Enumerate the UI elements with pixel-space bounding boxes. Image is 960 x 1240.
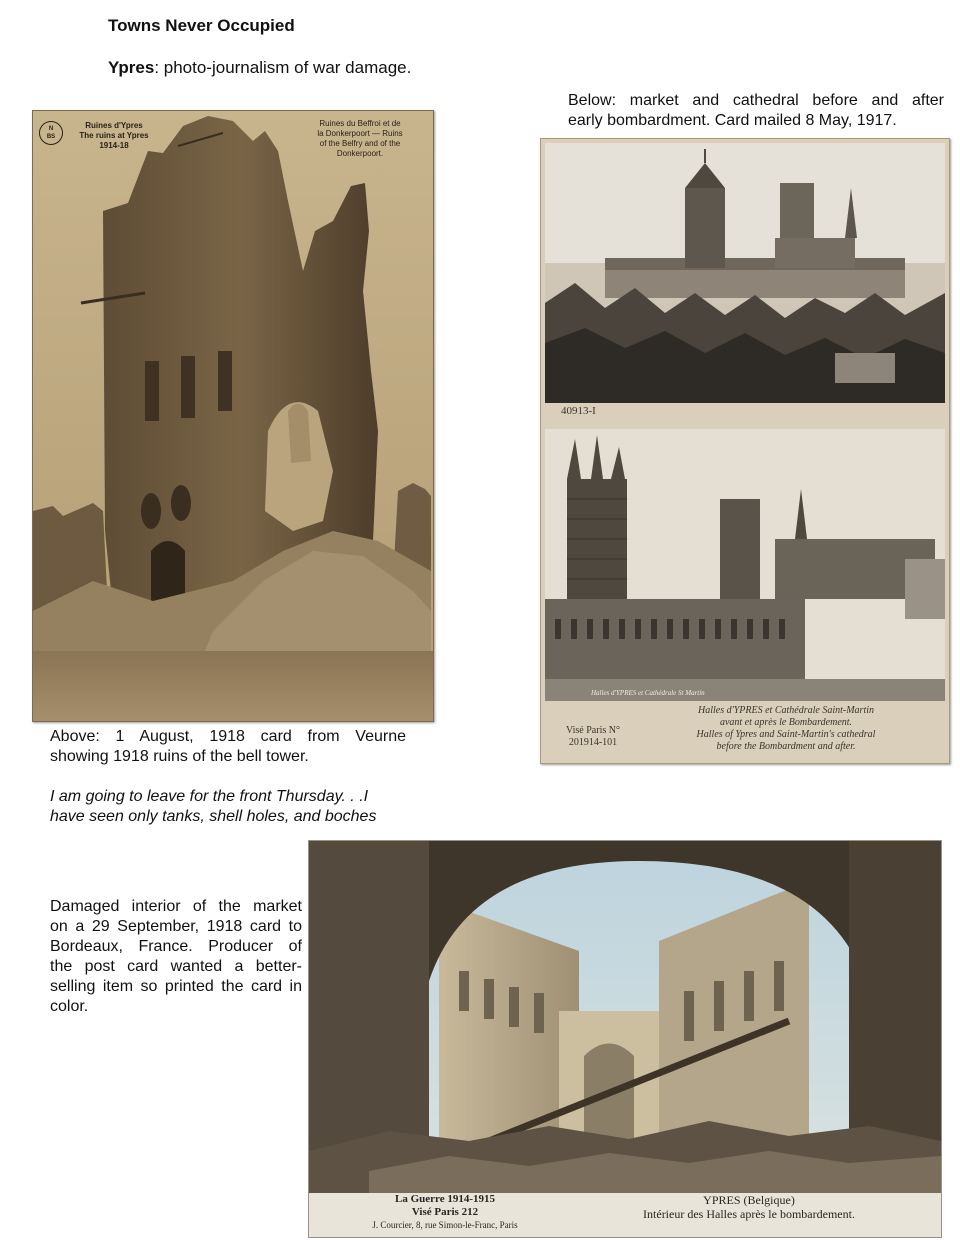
caption-above-line1: Above: 1 August, 1918 card from Veurne — [50, 728, 406, 745]
card1-header-line: The ruins at Ypres — [79, 131, 149, 140]
card2-caption-line: before the Bombardment and after. — [716, 741, 856, 752]
halles-after-photo — [545, 429, 945, 701]
card1-header-left — [69, 121, 159, 151]
card1-header-line: la Donkerpoort — Ruins — [317, 129, 403, 138]
caption-mailed: early bombardment. Card mailed 8 May, 1917. — [568, 112, 897, 129]
card1-header-line: 1914-18 — [99, 141, 129, 150]
caption-above-line2: showing 1918 ruins of the bell tower. — [50, 748, 309, 765]
caption-interior-line: the post card wanted a better- — [50, 958, 302, 975]
caption-interior-line: color. — [50, 998, 89, 1015]
card3-caption-left — [345, 1193, 545, 1232]
caption-before-after — [568, 91, 944, 111]
card1-header-line: Ruines du Beffroi et de — [319, 119, 401, 128]
subtitle-text: : photo-journalism of war damage. — [154, 58, 412, 77]
subtitle-town: Ypres — [108, 58, 155, 77]
halles-before-photo — [545, 143, 945, 403]
card2-vise — [553, 725, 633, 749]
postcard-halles-before-after — [540, 138, 950, 764]
belfry-ruins-photo — [33, 111, 433, 721]
card3-caption-line: YPRES (Belgique) — [703, 1193, 795, 1207]
card3-caption-line: La Guerre 1914-1915 — [394, 1193, 495, 1205]
card1-header-line: Ruines d'Ypres — [85, 121, 143, 130]
card1-header-line: Donkerpoort. — [336, 149, 384, 158]
publisher-logo: N BS — [39, 121, 63, 145]
card2-caption-line: Halles d'YPRES et Cathédrale Saint-Martin — [697, 705, 874, 716]
page-subtitle — [108, 58, 411, 78]
card2-caption-line: Halles of Ypres and Saint-Martin's cathedral — [696, 729, 876, 740]
caption-interior — [50, 897, 302, 1017]
card2-caption — [631, 705, 941, 753]
card3-caption-line: J. Courcier, 8, rue Simon-le-Franc, Paris — [372, 1220, 518, 1230]
card3-caption-line: Intérieur des Halles après le bombardement. — [643, 1207, 855, 1221]
halles-interior-photo — [309, 841, 941, 1193]
page-title: Towns Never Occupied — [108, 16, 295, 35]
caption-interior-line: selling item so printed the card in — [50, 978, 302, 995]
card2-vise-label: Visé Paris N° — [566, 725, 620, 736]
card3-caption-right — [559, 1193, 939, 1221]
quote-line1: I am going to leave for the front Thursday. . .I — [50, 788, 369, 805]
card2-caption-line: avant et après le Bombardement. — [719, 717, 853, 728]
card3-caption-line: Visé Paris 212 — [411, 1206, 479, 1218]
caption-interior-line: Damaged interior of the market — [50, 898, 302, 915]
card1-header-right — [295, 119, 425, 159]
quote-line2: have seen only tanks, shell holes, and boches — [50, 808, 377, 825]
caption-interior-line: on a 29 September, 1918 card to — [50, 918, 302, 935]
postcard-belfry-ruins — [32, 110, 434, 722]
card2-number: 40913-I — [561, 405, 596, 417]
caption-line: Below: market and cathedral before and after — [568, 92, 944, 109]
caption-interior-line: Bordeaux, France. Producer of — [50, 938, 302, 955]
card2-vise-number: 201914-101 — [568, 737, 618, 748]
card2-photo-label: Halles d'YPRES et Cathédrale St Martin — [591, 689, 705, 697]
card1-header-line: of the Belfry and of the — [319, 139, 401, 148]
postcard-halles-interior — [308, 840, 942, 1238]
